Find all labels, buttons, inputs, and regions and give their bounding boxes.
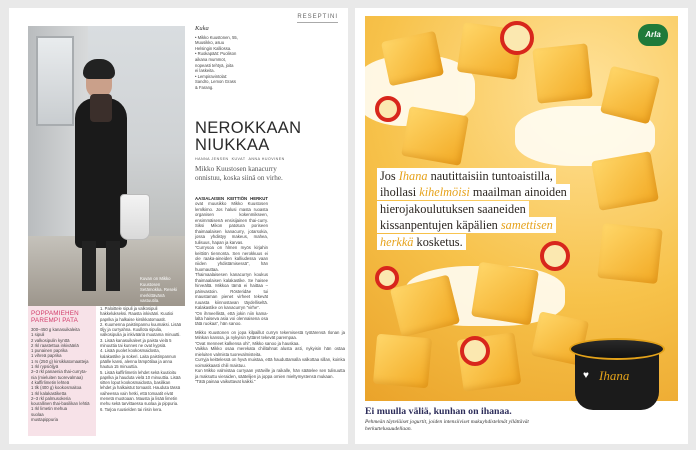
recipe-step: 1. Paloittele sipuli ja valkosipuli hakkelukseksi. Raasta inkivääri. Kuutioi paprika ja halkaise kirsikkatomaatit. <box>100 306 174 322</box>
ingredient: 300–450 g kanasuikaleita <box>31 327 80 332</box>
ingredient: suolaa <box>31 411 44 417</box>
ingredient: 2–3 rkl panaenia thai-curryta- <box>31 369 87 375</box>
ingredient: 4 kaffirlimetin lehteä <box>31 379 70 385</box>
advertisement-page <box>355 8 688 444</box>
recipe-step: 4. Lisää puolet kookosmaidosta, kalakastike ja sokeri. Laita paistinpannun päälle kansi, alenna lämpötilaa ja anna hautua 15 minuuttia. <box>100 348 177 370</box>
ingredient: 1 tlk (400 g) kookosmaitoa <box>31 385 82 391</box>
ad-subline: Pehmeän täyteläiset jogurtit, joiden intensiiviset makuyhdistelmät yllättävät herkuttelusuudellaan. <box>365 419 529 432</box>
sidebar-line: Helsingin Kalliossa. <box>195 45 232 51</box>
sidebar-line: nopeasti tehtyä, joita <box>195 62 234 68</box>
article-lede: Mikko Kuustosen kanacurry onnistuu, koska siinä on virhe. <box>195 165 283 182</box>
recipe-steps <box>100 306 181 412</box>
product-brand: Ihana <box>599 368 630 383</box>
ingredient: 2 valkosipulin kynttä <box>31 337 70 343</box>
sidebar-line: aikana mummot, <box>195 56 226 62</box>
ingredient: kourallinen thai-basilikan lehtiä <box>31 401 90 407</box>
quote-line: Jos Ihana nautittaisiin tuntoaistilla, <box>377 168 556 184</box>
ingredient: 2 rkl raastettua inkivääriä <box>31 342 79 348</box>
sidebar-line: Sandro, Lemon Grass <box>195 79 236 85</box>
article-paragraph: ”On ihmeellistä, että jokin niin kamalalta haiseva asia voi olennaisena osa tätä ruokaa”, hän sanoo. <box>195 310 268 327</box>
article-paragraph: ”Currysoa on hlmen myös kirjahin keittiön tiennonta. Sen nerokkuus ei ole raaka-aineiden kalliudessa vaan niiden yhdistämisessä”, hän huomauttaa. <box>195 245 268 272</box>
ingredient: 1 vihreä paprika <box>31 353 62 359</box>
ingredient: 2–3 rkl palmusokeria <box>31 395 71 401</box>
ingredient: 1 punainen paprika <box>31 348 68 354</box>
ingredient: 1 rkl rypsiöljyä <box>31 364 59 370</box>
byline-kuvat: KUVAT <box>231 157 246 161</box>
byline-photographer: ANNA HUOVINEN <box>248 157 285 161</box>
ingredient: 1 rs (250 g) kirsikkatomaatteja <box>31 358 89 364</box>
recipe-step: 3. Lisää kanasuikaleet ja paista vielä 5 minuuttia tai kunnes ne ovat kypsiä. <box>100 337 172 349</box>
recipe-step: 6. Tarjoa ruusielden tai riisin kera. <box>100 406 163 412</box>
quote-line: herkkä kosketus. <box>377 234 466 250</box>
portrait-photo <box>28 26 185 306</box>
section-tag: RESEPTINI <box>297 14 338 23</box>
arla-logo: Arla <box>638 24 668 46</box>
sidebar-line: • Ruokapäät: Puolison <box>195 51 237 57</box>
ingredient: 1 sipuli <box>31 332 45 338</box>
article-paragraph: Curryja keittelessä on hyvä muistaa, että hauduttamalla valkottaa sillan, koinka voimakkaasti chili maistuu. <box>195 357 345 368</box>
article-paragraph: ”Tätä painaa vaikuttavat kaikki.” <box>195 379 256 385</box>
article-paragraph: Kun Mikko valmistaa curryaan ystäville ja raikalle, hän säätelee sen tulisuutta ja maksuttu vieraiden, säätelijen ja joppa omien mieltymystensä mukaan. <box>195 368 345 379</box>
article-paragraph: Vaikka Mikko osaa merekata chilitahnat alusta asti, nykyisin hän ostaa mieluiten valmista tuorevalmisteita. <box>195 346 345 357</box>
shopping-bag <box>120 194 150 240</box>
heart-icon: ♥ <box>583 370 589 381</box>
ad-tagline: Ei muulla väliä, kunhan on ihanaa. <box>365 406 512 417</box>
article-column-1 <box>195 196 268 327</box>
sidebar-line: • Mikko Kuustonen, 55, <box>195 34 238 40</box>
headline-line: NEROKKAAN <box>195 119 302 137</box>
article-paragraph: Thaimaalaisesen kanacurryn koukus thaimaalaisen kalakastike. Se haisee hirveältä. Mikkoa tämä ei haittaa – päinvastoin. Rösteridäe tui maustaman pienet virheet tekevät ruuasta kiinnostavan täydelliseltä. Kalakastike on kanacurryn ”virhe”. <box>195 272 268 311</box>
recipe-title: POPPAMIEHEN PAREMPI PATA <box>31 310 79 324</box>
ad-quote <box>377 168 592 250</box>
sidebar-line: • Lempiravintolat: <box>195 73 228 79</box>
quote-line: kissanpentujen käpälien samettisen <box>377 217 556 233</box>
article-paragraph: Mikko Kuustonen on jopa kilpaillut curryn tekemisestä työtärensä Ilonan ja Minkan kanssa, ja nykyisin tyttäret tekevät parempaa. <box>195 330 345 341</box>
article-paragraph: AASIALAISEN KEITTIÖN HERKUT ovat muusikko Mikko Kuustosen lemlkimo. Jos halusi masta ruoasta organisen kokenmikseen, ensimmäisenä ensisijainen thai-curry. Siksi Mikon patotura poriseen thaimaalaisen kanacurry, jotarsokia, jossa yhdistyy makeus, mahea, tulisuus, hapan ja karvas. <box>195 196 268 245</box>
recipe-step: 5. Lisää kaffirlimetin lehdet sekä kuutioitu paprika ja hauduta vielä 10 minuuttia. Lisää sitten loput kookosmaidosta, basilikan lehdet ja halkaistut tomaatit. Hauduta tässä vaiheessa vain hetki, että tomaatit eivät menetä muotoaan. Mausta ja lisää limetin mehu sekä tarvittaessa suolaa ja pippuria. <box>100 369 181 407</box>
who-sidebar <box>195 26 243 91</box>
recipe-ingredients-box <box>28 306 96 436</box>
sidebar-title: Kuka <box>195 25 209 32</box>
recipe-step: 2. Kuumenna paistinpannu kuumaksi. Lisää öljy ja curryahna. Kuullota sipulia, valkosipulia ja inkivääriä muutama minuutti. <box>100 321 182 338</box>
ingredient: mustapippuria <box>31 417 58 423</box>
headline-line: NIUKKAA <box>195 136 270 154</box>
quote-line: ihollasi kihelmöisi maailman ainoiden <box>377 184 570 200</box>
article-headline <box>195 120 301 154</box>
sidebar-line: & Farang. <box>195 84 214 90</box>
quote-line: hierojakoulutuksen saaneiden <box>377 201 529 217</box>
article-paragraph: ”Ovat menneet kalkensa ohi”, Mikko sanoo ja hauskaa. <box>195 340 300 346</box>
ingredient: 1 rkl kalakastiketta <box>31 390 67 396</box>
ingredient: nia (mieluiten tuorevalmaa) <box>31 374 83 380</box>
ingredient: 1 rkl limetin mehua <box>31 406 68 412</box>
magazine-left-page <box>9 8 348 444</box>
sidebar-line: Muusikko, asuu <box>195 40 225 46</box>
sidebar-line: ei laskeita. <box>195 68 215 74</box>
article-column-2 <box>195 330 345 385</box>
yogurt-cup-product <box>569 328 665 418</box>
byline <box>195 157 288 161</box>
photo-caption: Kuvan on Mikko Kuustosen Setämokka. Reseki merkittävänä vastuutila. <box>140 276 178 303</box>
byline-author: HANNA JENSEN <box>195 157 229 161</box>
